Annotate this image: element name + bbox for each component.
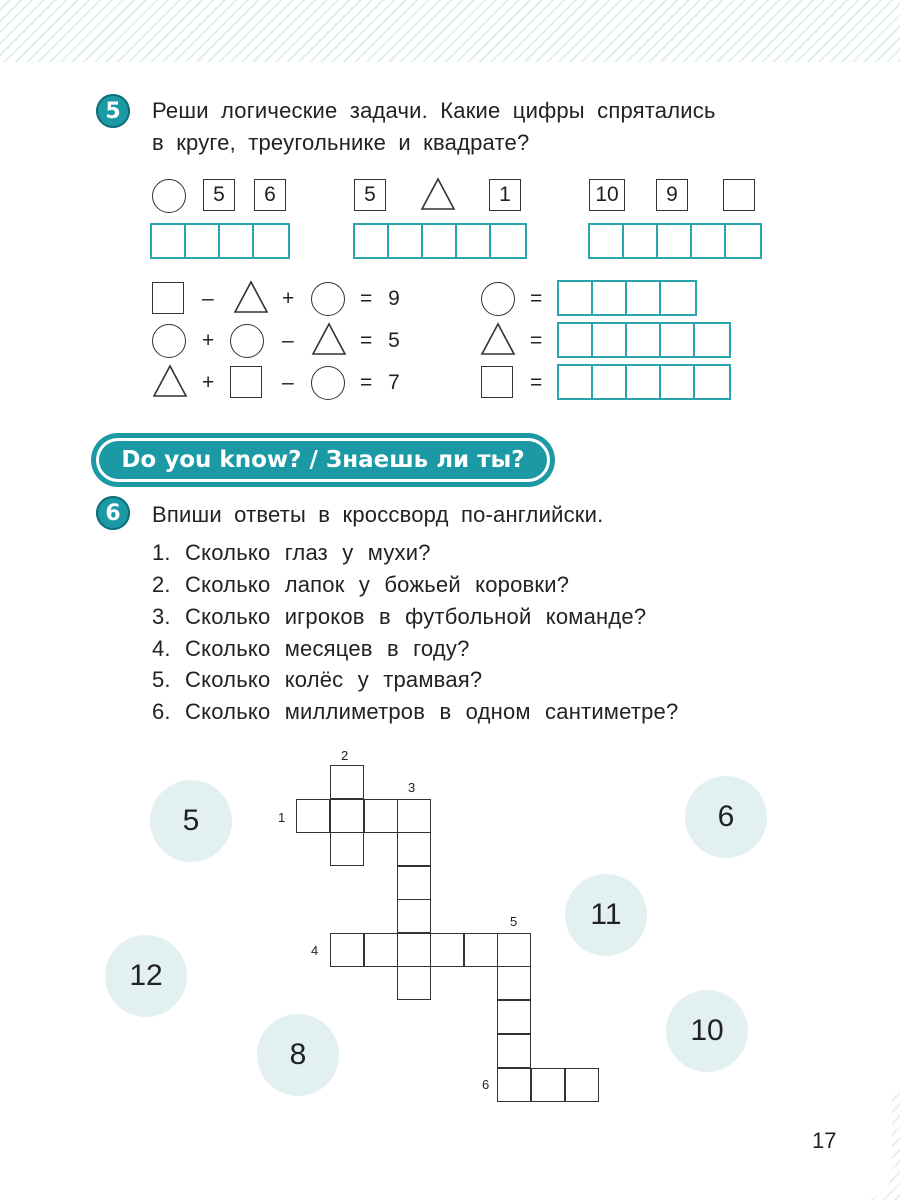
question-1: 1. Сколько глаз у мухи? [152,540,431,565]
equals-sign: = [530,329,543,352]
crossword-cell[interactable] [330,765,364,799]
crossword-cell[interactable] [330,832,364,866]
crossword-cell[interactable] [497,1000,531,1034]
crossword-cell[interactable] [397,933,431,967]
circle-shape [230,324,264,358]
operator: + [282,287,295,310]
answer-cells[interactable] [353,223,527,259]
crossword-cell[interactable] [497,966,531,1000]
clue-number-5: 5 [510,914,518,929]
question-4: 4. Сколько месяцев в году? [152,636,470,661]
clue-number-4: 4 [311,943,319,958]
top-hatch-decoration [0,0,900,62]
crossword-cell[interactable] [397,832,431,866]
page-number: 17 [812,1128,837,1153]
circle-shape [152,324,186,358]
task-6-badge: 6 [96,496,130,530]
square-answer-cells[interactable] [557,364,731,400]
crossword-cell[interactable] [330,799,364,833]
equals-sign: = [530,287,543,310]
question-6: 6. Сколько миллиметров в одном сантиметре? [152,699,679,724]
equals-sign: = [530,371,543,394]
question-3: 3. Сколько игроков в футбольной команде? [152,604,647,629]
number-box: 1 [489,179,521,211]
circle-answer-cells[interactable] [557,280,697,316]
triangle-shape [152,364,188,398]
square-shape [723,179,755,211]
number-bubble: 5 [150,780,232,862]
triangle-shape [480,322,516,356]
clue-number-2: 2 [341,748,349,763]
circle-shape [311,366,345,400]
task-5-line-2: в круге, треугольнике и квадрате? [152,130,530,155]
crossword-cell[interactable] [364,799,398,833]
crossword-cell[interactable] [497,1068,531,1102]
number-bubble: 8 [257,1014,339,1096]
number-box: 9 [656,179,688,211]
circle-shape [152,179,186,213]
triangle-shape [233,280,269,314]
crossword-cell[interactable] [464,933,498,967]
crossword-cell[interactable] [397,866,431,900]
number-bubble: 10 [666,990,748,1072]
triangle-shape [420,177,456,211]
crossword-cell[interactable] [497,1034,531,1068]
do-you-know-banner: Do you know? / Знаешь ли ты? [96,438,550,482]
circle-shape [311,282,345,316]
number-box: 5 [354,179,386,211]
operator: – [282,371,294,394]
crossword-cell[interactable] [397,966,431,1000]
equation-result: = 9 [360,287,400,310]
operator: – [202,287,214,310]
clue-number-3: 3 [408,780,416,795]
number-bubble: 6 [685,776,767,858]
crossword-cell[interactable] [397,799,431,833]
crossword-cell[interactable] [330,933,364,967]
operator: + [202,329,215,352]
question-5: 5. Сколько колёс у трамвая? [152,667,483,692]
crossword-cell[interactable] [364,933,398,967]
equation-result: = 7 [360,371,400,394]
number-box: 5 [203,179,235,211]
clue-number-1: 1 [278,810,286,825]
triangle-shape [311,322,347,356]
operator: – [282,329,294,352]
crossword-cell[interactable] [397,899,431,933]
crossword-cell[interactable] [497,933,531,967]
number-box: 10 [589,179,625,211]
square-shape [152,282,184,314]
task-6-instruction: Впиши ответы в кроссворд по-английски. [152,502,604,527]
circle-shape [481,282,515,316]
crossword-cell[interactable] [565,1068,599,1102]
number-box: 6 [254,179,286,211]
question-2: 2. Сколько лапок у божьей коровки? [152,572,570,597]
task-5-badge: 5 [96,94,130,128]
crossword-cell[interactable] [296,799,330,833]
square-shape [230,366,262,398]
square-shape [481,366,513,398]
operator: + [202,371,215,394]
clue-number-6: 6 [482,1077,490,1092]
triangle-answer-cells[interactable] [557,322,731,358]
task-5-line-1: Реши логические задачи. Какие цифры спрятались [152,98,716,123]
equation-result: = 5 [360,329,400,352]
answer-cells[interactable] [588,223,762,259]
crossword-cell[interactable] [531,1068,565,1102]
answer-cells[interactable] [150,223,290,259]
number-bubble: 11 [565,874,647,956]
crossword-cell[interactable] [430,933,464,967]
number-bubble: 12 [105,935,187,1017]
